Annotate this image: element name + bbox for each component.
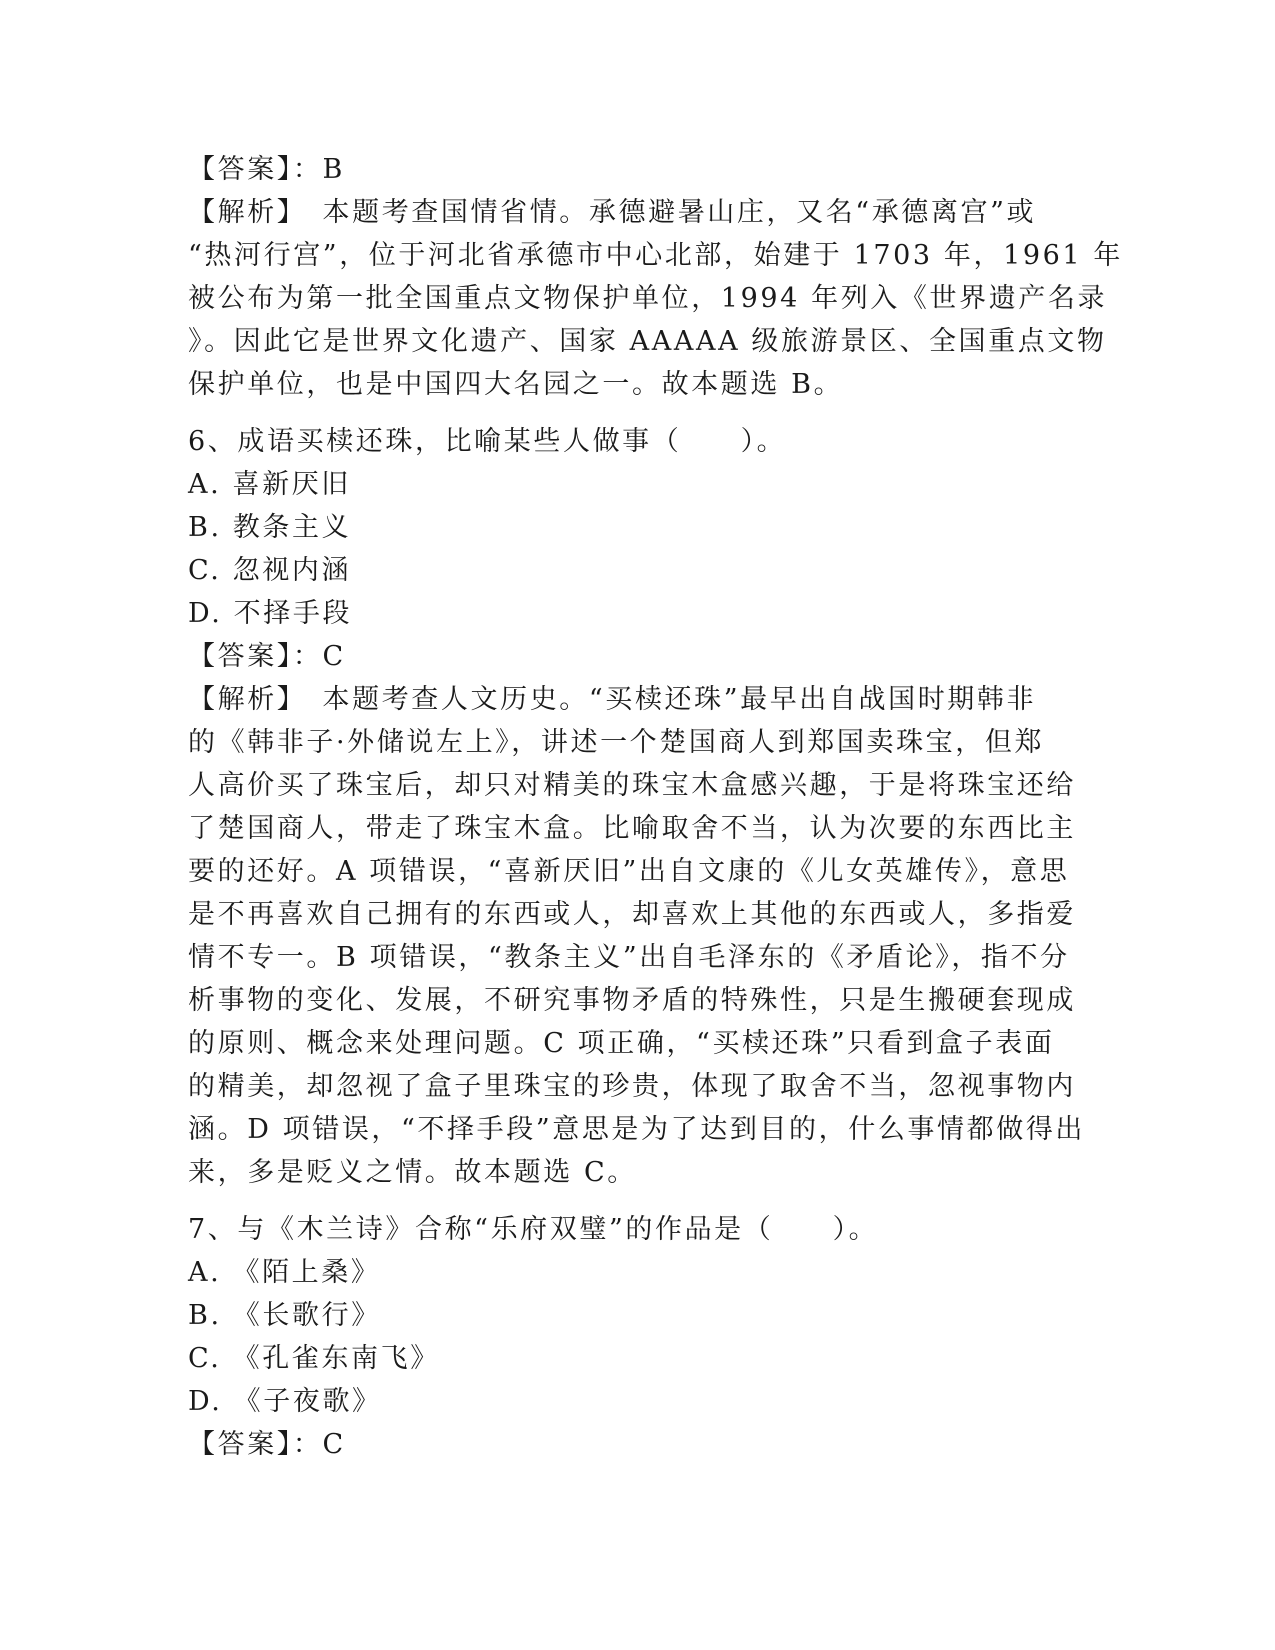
analysis-line: 析事物的变化、发展，不研究事物矛盾的特殊性，只是生搬硬套现成 (188, 985, 1076, 1016)
analysis-line: 人高价买了珠宝后，却只对精美的珠宝木盒感兴趣，于是将珠宝还给 (188, 770, 1076, 801)
option-a: A. 《陌上桑》 (188, 1257, 381, 1288)
spacer (188, 1194, 1078, 1208)
option-c: C. 《孔雀东南飞》 (188, 1343, 440, 1374)
analysis-line: 【解析】 本题考查国情省情。承德避暑山庄，又名“承德离宫”或 (188, 197, 1037, 228)
question-stem: 6、成语买椟还珠，比喻某些人做事（ ）。 (188, 426, 787, 457)
analysis-line: 情不专一。B 项错误，“教条主义”出自毛泽东的《矛盾论》，指不分 (188, 942, 1070, 973)
analysis-line: 的原则、概念来处理问题。C 项正确，“买椟还珠”只看到盒子表面 (188, 1028, 1055, 1059)
analysis-line: 的《韩非子·外储说左上》，讲述一个楚国商人到郑国卖珠宝，但郑 (188, 727, 1045, 758)
analysis-line: 被公布为第一批全国重点文物保护单位，1994 年列入《世界遗产名录 (188, 283, 1108, 314)
analysis-line: 的精美，却忽视了盒子里珠宝的珍贵，体现了取舍不当，忽视事物内 (188, 1071, 1076, 1102)
option-a: A. 喜新厌旧 (188, 469, 351, 500)
answer-line: 【答案】：C (188, 1429, 346, 1460)
analysis-line: 是不再喜欢自己拥有的东西或人，却喜欢上其他的东西或人，多指爱 (188, 899, 1076, 930)
analysis-line: 了楚国商人，带走了珠宝木盒。比喻取舍不当，认为次要的东西比主 (188, 813, 1076, 844)
option-c: C. 忽视内涵 (188, 555, 352, 586)
question-5-tail (188, 148, 1123, 406)
answer-line: 【答案】：B (188, 154, 345, 185)
option-b: B. 《长歌行》 (188, 1300, 381, 1331)
analysis-line: 涵。D 项错误，“不择手段”意思是为了达到目的，什么事情都做得出 (188, 1114, 1086, 1145)
question-6 (188, 420, 1086, 1194)
option-b: B. 教条主义 (188, 512, 352, 543)
option-d: D. 不择手段 (188, 598, 353, 629)
document-page (188, 148, 1123, 1466)
analysis-line: 要的还好。A 项错误，“喜新厌旧”出自文康的《儿女英雄传》，意思 (188, 856, 1070, 887)
answer-line: 【答案】：C (188, 641, 346, 672)
analysis-line: 》。因此它是世界文化遗产、国家 AAAAA 级旅游景区、全国重点文物 (188, 326, 1107, 357)
analysis-line: 【解析】 本题考查人文历史。“买椟还珠”最早出自战国时期韩非 (188, 684, 1037, 715)
question-stem: 7、与《木兰诗》合称“乐府双璧”的作品是（ ）。 (188, 1214, 879, 1245)
spacer (188, 406, 1078, 420)
analysis-line: 来，多是贬义之情。故本题选 C。 (188, 1157, 637, 1188)
analysis-line: “热河行宫”，位于河北省承德市中心北部，始建于 1703 年，1961 年 (188, 240, 1123, 271)
analysis-line: 保护单位，也是中国四大名园之一。故本题选 B。 (188, 369, 844, 400)
option-d: D. 《子夜歌》 (188, 1386, 382, 1417)
question-7 (188, 1208, 1078, 1466)
